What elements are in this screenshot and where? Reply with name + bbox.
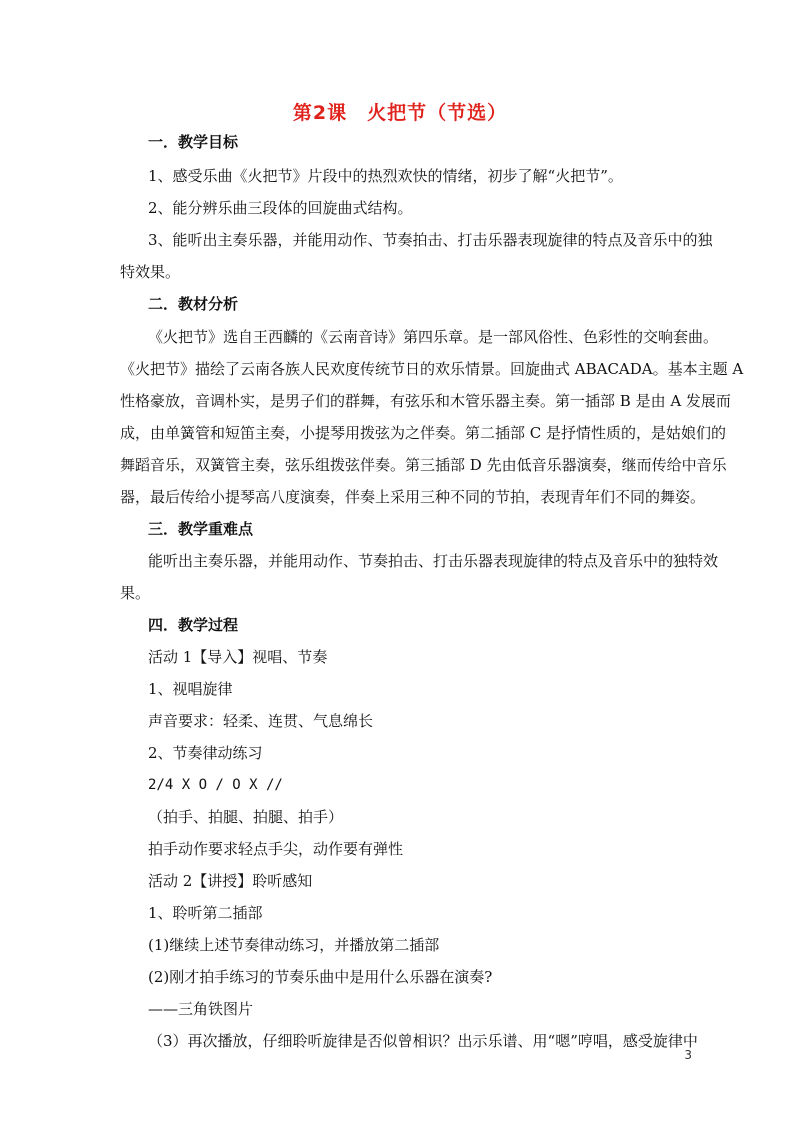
activity-heading: 活动 2【讲授】聆听感知: [148, 872, 313, 890]
page-title: 第2课 火把节（节选）: [292, 102, 508, 124]
paragraph: 舞蹈音乐，双簧管主奏，弦乐组拨弦伴奏。第三插部 D 先由低音乐器演奏，继而传给中音乐: [120, 456, 727, 474]
paragraph: 3、能听出主奏乐器，并能用动作、节奏拍击、打击乐器表现旋律的特点及音乐中的独: [148, 231, 713, 249]
paragraph: 能听出主奏乐器，并能用动作、节奏拍击、打击乐器表现旋律的特点及音乐中的独特效: [148, 552, 719, 570]
paragraph: 拍手动作要求轻点手尖，动作要有弹性: [148, 840, 404, 858]
paragraph: 《火把节》选自王西麟的《云南音诗》第四乐章。是一部风俗性、色彩性的交响套曲。: [148, 328, 719, 346]
paragraph: 特效果。: [120, 263, 181, 281]
paragraph: (2)刚才拍手练习的节奏乐曲中是用什么乐器在演奏?: [148, 968, 493, 986]
paragraph: （拍手、拍腿、拍腿、拍手）: [148, 808, 344, 826]
activity-heading: 活动 1【导入】视唱、节奏: [148, 648, 328, 666]
paragraph: 果。: [120, 584, 151, 602]
page-number: 3: [684, 1048, 692, 1062]
section-heading-objectives: 一．教学目标: [148, 133, 239, 151]
paragraph: 成，由单簧管和短笛主奏，小提琴用拨弦为之伴奏。第二插部 C 是抒情性质的，是姑娘们的: [120, 424, 727, 442]
section-heading-difficulties: 三．教学重难点: [148, 520, 254, 538]
paragraph: 2、能分辨乐曲三段体的回旋曲式结构。: [148, 199, 413, 217]
paragraph: 器，最后传给小提琴高八度演奏，伴奏上采用三种不同的节拍，表现青年们不同的舞姿。: [120, 488, 706, 506]
paragraph: 1、感受乐曲《火把节》片段中的热烈欢快的情绪，初步了解“火把节”。: [148, 167, 623, 185]
paragraph: 《火把节》描绘了云南各族人民欢度传统节日的欢乐情景。回旋曲式 ABACADA。基本主题 A: [120, 360, 744, 378]
paragraph: 1、视唱旋律: [148, 680, 233, 698]
section-heading-analysis: 二．教材分析: [148, 295, 239, 313]
section-heading-process: 四．教学过程: [148, 616, 239, 634]
paragraph: 性格豪放，音调朴实，是男子们的群舞，有弦乐和木管乐器主奏。第一插部 B 是由 A 发展而: [120, 392, 731, 410]
paragraph: (1)继续上述节奏律动练习，并播放第二插部: [148, 936, 440, 954]
paragraph: （3）再次播放，仔细聆听旋律是否似曾相识？出示乐谱、用“嗯”哼唱，感受旋律中: [148, 1032, 698, 1050]
rhythm-notation: 2/4 X O / O X //: [148, 777, 283, 793]
paragraph: 2、节奏律动练习: [148, 744, 263, 762]
paragraph: 1、聆听第二插部: [148, 904, 263, 922]
paragraph: 声音要求：轻柔、连贯、气息绵长: [148, 712, 374, 730]
paragraph: ——三角铁图片: [148, 1000, 254, 1018]
